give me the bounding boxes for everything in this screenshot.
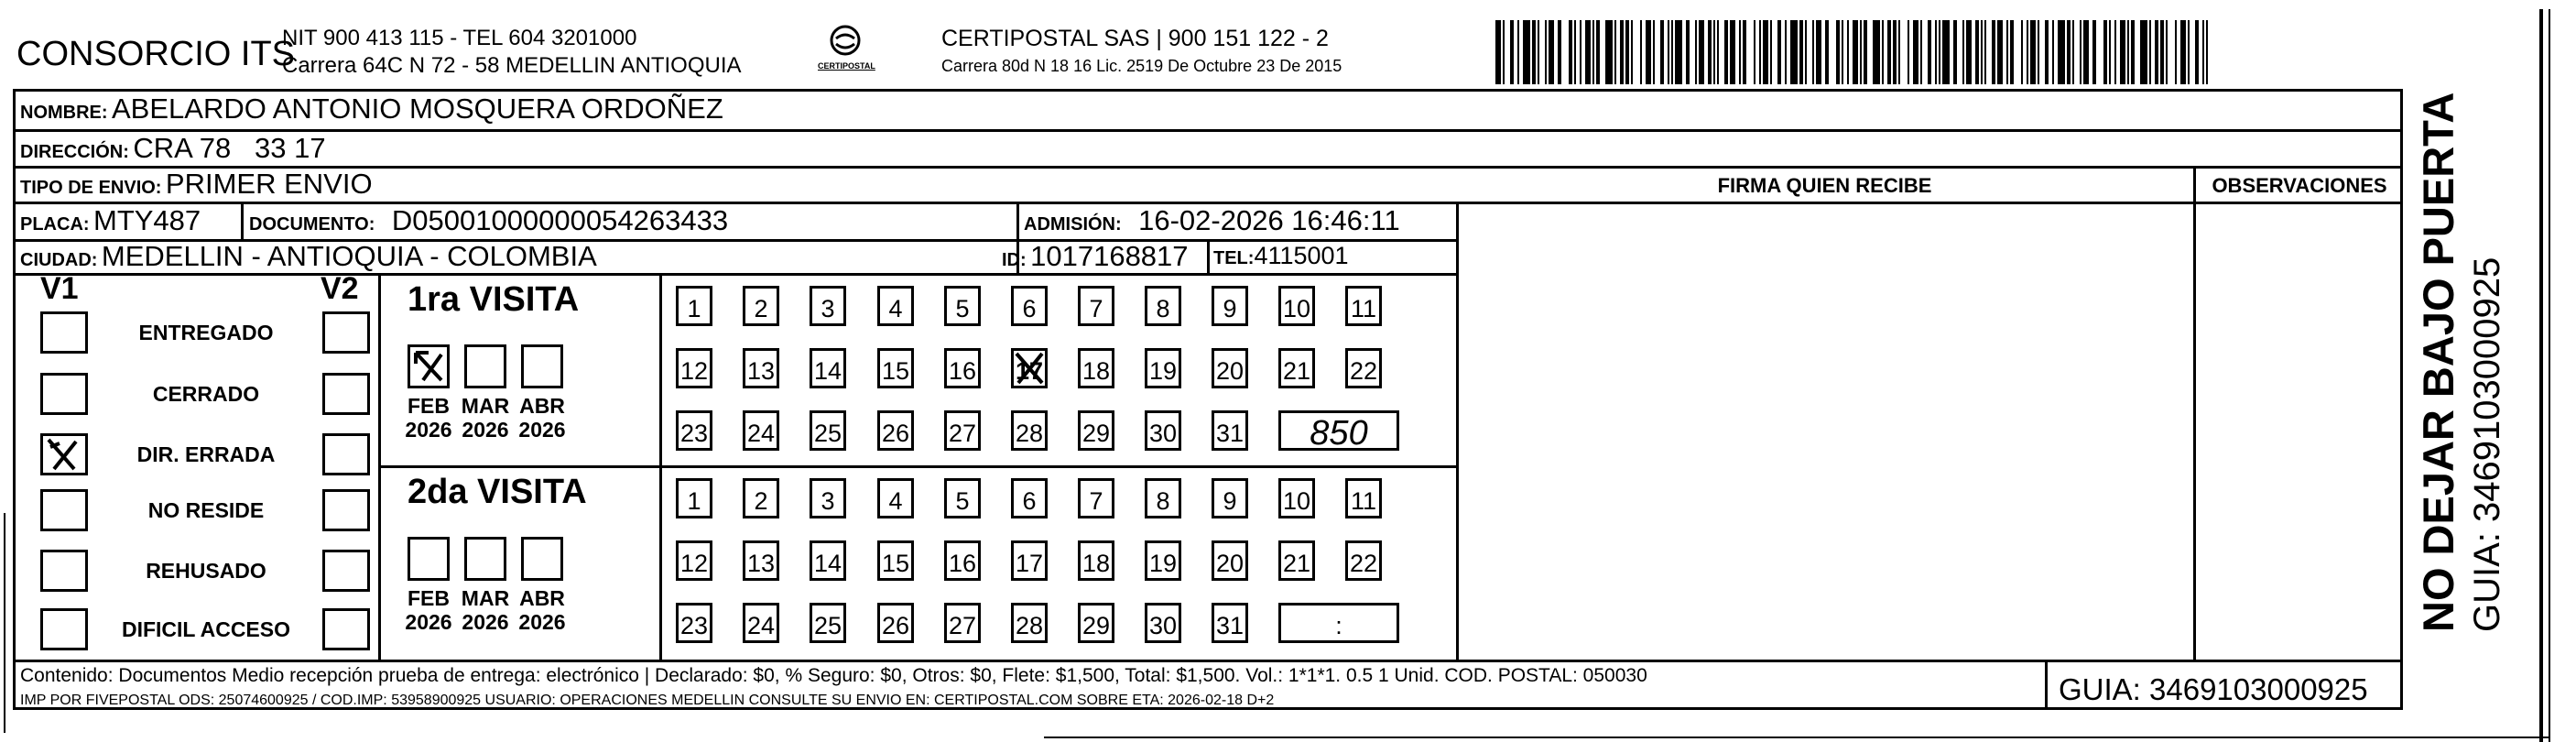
status-label: NO RESIDE bbox=[147, 498, 265, 522]
day-box[interactable]: 29 bbox=[1078, 410, 1114, 451]
tipo-row bbox=[20, 168, 373, 201]
day-box[interactable]: 19 bbox=[1145, 540, 1181, 581]
day-box[interactable]: 30 bbox=[1145, 410, 1181, 451]
direccion-label: DIRECCIÓN: bbox=[20, 142, 129, 162]
v2-checkbox[interactable] bbox=[322, 311, 370, 354]
day-box[interactable]: 23 bbox=[676, 603, 712, 643]
day-box[interactable]: 20 bbox=[1212, 348, 1248, 388]
day-box[interactable]: 8 bbox=[1145, 478, 1181, 518]
day-box[interactable]: 22 bbox=[1345, 348, 1382, 388]
month-name: ABR bbox=[519, 394, 565, 418]
day-box[interactable]: 8 bbox=[1145, 286, 1181, 326]
admision-value: 16-02-2026 16:46:11 bbox=[1138, 204, 1400, 236]
day-box[interactable]: 18 bbox=[1078, 540, 1114, 581]
v2-label: V2 bbox=[321, 271, 359, 306]
tel-label: TEL: bbox=[1213, 248, 1255, 268]
placa-label: PLACA: bbox=[20, 214, 90, 235]
v1-checkbox[interactable] bbox=[40, 433, 88, 475]
day-box[interactable]: 2 bbox=[743, 478, 779, 518]
id-label: ID: bbox=[1002, 250, 1027, 270]
logo-text: CERTIPOSTAL bbox=[818, 61, 875, 71]
v1-checkbox[interactable] bbox=[40, 373, 88, 415]
month-year: 2026 bbox=[405, 418, 452, 442]
certipostal-logo bbox=[818, 24, 873, 71]
day-box[interactable]: 9 bbox=[1212, 478, 1248, 518]
documento-label: DOCUMENTO: bbox=[249, 214, 375, 235]
v2-checkbox[interactable] bbox=[322, 550, 370, 592]
company-name: CONSORCIO ITS bbox=[16, 35, 296, 73]
direccion-row bbox=[20, 132, 326, 165]
day-box[interactable]: 30 bbox=[1145, 603, 1181, 643]
month-name: FEB bbox=[408, 586, 450, 610]
month-checkbox[interactable] bbox=[408, 344, 450, 388]
day-box[interactable]: 27 bbox=[944, 410, 981, 451]
day-box[interactable]: 25 bbox=[810, 410, 846, 451]
company-address: Carrera 64C N 72 - 58 MEDELLIN ANTIOQUIA bbox=[282, 53, 742, 78]
nombre-value: ABELARDO ANTONIO MOSQUERA ORDOÑEZ bbox=[112, 93, 723, 125]
day-box[interactable]: 14 bbox=[810, 348, 846, 388]
month-name: MAR bbox=[461, 586, 510, 610]
day-box[interactable]: 16 bbox=[944, 540, 981, 581]
month-year: 2026 bbox=[518, 610, 566, 634]
v1-checkbox[interactable] bbox=[40, 550, 88, 592]
day-box[interactable]: 6 bbox=[1011, 286, 1048, 326]
day-box[interactable]: 24 bbox=[743, 603, 779, 643]
day-box[interactable]: 3 bbox=[810, 286, 846, 326]
cross-mark-icon bbox=[1011, 348, 1048, 393]
day-box[interactable]: 12 bbox=[676, 540, 712, 581]
month-checkbox[interactable] bbox=[464, 344, 506, 388]
documento-value: D05001000000054263433 bbox=[391, 204, 729, 236]
month-year: 2026 bbox=[405, 610, 452, 634]
v2-checkbox[interactable] bbox=[322, 489, 370, 531]
day-box[interactable]: 18 bbox=[1078, 348, 1114, 388]
side-warning: NO DEJAR BAJO PUERTA bbox=[2414, 92, 2462, 632]
observaciones-header: OBSERVACIONES bbox=[2212, 174, 2387, 197]
check-mark-icon bbox=[43, 436, 85, 473]
day-box[interactable]: 14 bbox=[810, 540, 846, 581]
day-box[interactable]: 21 bbox=[1278, 348, 1315, 388]
time-box[interactable]: 850 bbox=[1278, 410, 1399, 451]
month-label bbox=[402, 586, 455, 634]
placa-value: MTY487 bbox=[93, 204, 201, 236]
day-box[interactable]: 27 bbox=[944, 603, 981, 643]
v1-checkbox[interactable] bbox=[40, 489, 88, 531]
day-box[interactable]: 9 bbox=[1212, 286, 1248, 326]
visit-title: 1ra VISITA bbox=[408, 280, 580, 319]
v1-checkbox[interactable] bbox=[40, 311, 88, 354]
month-year: 2026 bbox=[518, 418, 566, 442]
day-box[interactable]: 1 bbox=[676, 286, 712, 326]
ciudad-value: MEDELLIN - ANTIOQUIA - COLOMBIA bbox=[101, 240, 597, 272]
day-box[interactable]: 5 bbox=[944, 286, 981, 326]
day-box[interactable]: 12 bbox=[676, 348, 712, 388]
tipo-label: TIPO DE ENVIO: bbox=[20, 178, 162, 198]
company-nit: NIT 900 413 115 - TEL 604 3201000 bbox=[282, 26, 637, 50]
day-box[interactable]: 1 bbox=[676, 478, 712, 518]
day-box[interactable]: 28 bbox=[1011, 410, 1048, 451]
courier-address: Carrera 80d N 18 16 Lic. 2519 De Octubre 23 De 2015 bbox=[941, 57, 1342, 75]
documento-row bbox=[249, 204, 728, 237]
month-checkbox[interactable] bbox=[521, 344, 563, 388]
admision-row bbox=[1024, 204, 1400, 237]
month-checkbox[interactable] bbox=[521, 537, 563, 581]
month-year: 2026 bbox=[462, 418, 509, 442]
status-label: CERRADO bbox=[152, 382, 260, 406]
nombre-row bbox=[20, 93, 723, 125]
barcode bbox=[1495, 20, 2224, 84]
side-text bbox=[2413, 92, 2541, 632]
day-box[interactable]: 29 bbox=[1078, 603, 1114, 643]
month-checkbox[interactable] bbox=[408, 537, 450, 581]
id-row bbox=[1002, 240, 1189, 273]
day-box[interactable]: 15 bbox=[877, 540, 914, 581]
month-name: MAR bbox=[461, 394, 510, 418]
footer-guia: GUIA: 3469103000925 bbox=[2059, 672, 2368, 706]
day-box[interactable]: 4 bbox=[877, 286, 914, 326]
day-box[interactable]: 17 bbox=[1011, 348, 1048, 388]
day-box[interactable]: 7 bbox=[1078, 478, 1114, 518]
v1-checkbox[interactable] bbox=[40, 608, 88, 650]
footer-line1: Contenido: Documentos Medio recepción prueba de entrega: electrónico | Declarado: $0, % Seguro: $0, Otros: $0, Flete: $1,500, Total: $1,500. Vol.: 1*1*1. 0.5 1 Unid. COD. POSTAL: 050030 bbox=[20, 665, 1647, 686]
visit-title: 2da VISITA bbox=[408, 473, 587, 511]
day-box[interactable]: 31 bbox=[1212, 603, 1248, 643]
day-box[interactable]: 17 bbox=[1011, 540, 1048, 581]
day-box[interactable]: 28 bbox=[1011, 603, 1048, 643]
day-box[interactable]: 26 bbox=[877, 410, 914, 451]
day-box[interactable]: 10 bbox=[1278, 478, 1315, 518]
day-box[interactable]: 22 bbox=[1345, 540, 1382, 581]
day-box[interactable]: 23 bbox=[676, 410, 712, 451]
day-box[interactable]: 15 bbox=[877, 348, 914, 388]
day-box[interactable]: 21 bbox=[1278, 540, 1315, 581]
day-box[interactable]: 31 bbox=[1212, 410, 1248, 451]
month-label bbox=[459, 586, 512, 634]
day-box[interactable]: 13 bbox=[743, 348, 779, 388]
side-guia: GUIA: 3469103000925 bbox=[2467, 256, 2507, 632]
check-mark-icon bbox=[410, 347, 447, 386]
day-box[interactable]: 10 bbox=[1278, 286, 1315, 326]
day-box[interactable]: 4 bbox=[877, 478, 914, 518]
v2-checkbox[interactable] bbox=[322, 608, 370, 650]
v2-checkbox[interactable] bbox=[322, 433, 370, 475]
courier-name: CERTIPOSTAL SAS | 900 151 122 - 2 bbox=[941, 26, 1329, 51]
month-label bbox=[516, 586, 569, 634]
v1-label: V1 bbox=[40, 271, 79, 306]
month-name: ABR bbox=[519, 586, 565, 610]
day-box[interactable]: 26 bbox=[877, 603, 914, 643]
day-box[interactable]: 11 bbox=[1345, 478, 1382, 518]
day-box[interactable]: 19 bbox=[1145, 348, 1181, 388]
day-box[interactable]: 7 bbox=[1078, 286, 1114, 326]
certipostal-logo-icon bbox=[827, 24, 864, 57]
tel-value: 4115001 bbox=[1254, 242, 1349, 269]
time-box[interactable]: : bbox=[1278, 603, 1399, 643]
day-box[interactable]: 5 bbox=[944, 478, 981, 518]
day-box[interactable]: 20 bbox=[1212, 540, 1248, 581]
day-box[interactable]: 25 bbox=[810, 603, 846, 643]
day-box[interactable]: 24 bbox=[743, 410, 779, 451]
footer-line2: IMP POR FIVEPOSTAL ODS: 25074600925 / COD.IMP: 53958900925 USUARIO: OPERACIONES MEDELLIN CONSULTE SU ENVIO EN: CERTIPOSTAL.COM SOBRE ETA: 2026-02-18 D+2 bbox=[20, 693, 1275, 708]
tel-row bbox=[1213, 242, 1349, 270]
nombre-label: NOMBRE: bbox=[20, 103, 108, 123]
admision-label: ADMISIÓN: bbox=[1024, 214, 1122, 235]
placa-row bbox=[20, 204, 201, 237]
month-name: FEB bbox=[408, 394, 450, 418]
status-label: ENTREGADO bbox=[138, 321, 274, 344]
day-box[interactable]: 13 bbox=[743, 540, 779, 581]
day-box[interactable]: 16 bbox=[944, 348, 981, 388]
id-value: 1017168817 bbox=[1030, 240, 1189, 272]
month-label bbox=[516, 394, 569, 442]
day-box[interactable]: 6 bbox=[1011, 478, 1048, 518]
v2-checkbox[interactable] bbox=[322, 373, 370, 415]
tipo-value: PRIMER ENVIO bbox=[165, 168, 373, 200]
status-label: DIFICIL ACCESO bbox=[121, 617, 290, 641]
month-label bbox=[459, 394, 512, 442]
month-checkbox[interactable] bbox=[464, 537, 506, 581]
status-label: DIR. ERRADA bbox=[136, 442, 276, 466]
status-label: REHUSADO bbox=[146, 559, 266, 583]
firma-header: FIRMA QUIEN RECIBE bbox=[1717, 174, 1932, 197]
day-box[interactable]: 2 bbox=[743, 286, 779, 326]
day-box[interactable]: 11 bbox=[1345, 286, 1382, 326]
month-year: 2026 bbox=[462, 610, 509, 634]
direccion-value: CRA 78 33 17 bbox=[133, 132, 326, 164]
ciudad-row bbox=[20, 240, 597, 273]
month-label bbox=[402, 394, 455, 442]
ciudad-label: CIUDAD: bbox=[20, 250, 98, 270]
day-box[interactable]: 3 bbox=[810, 478, 846, 518]
